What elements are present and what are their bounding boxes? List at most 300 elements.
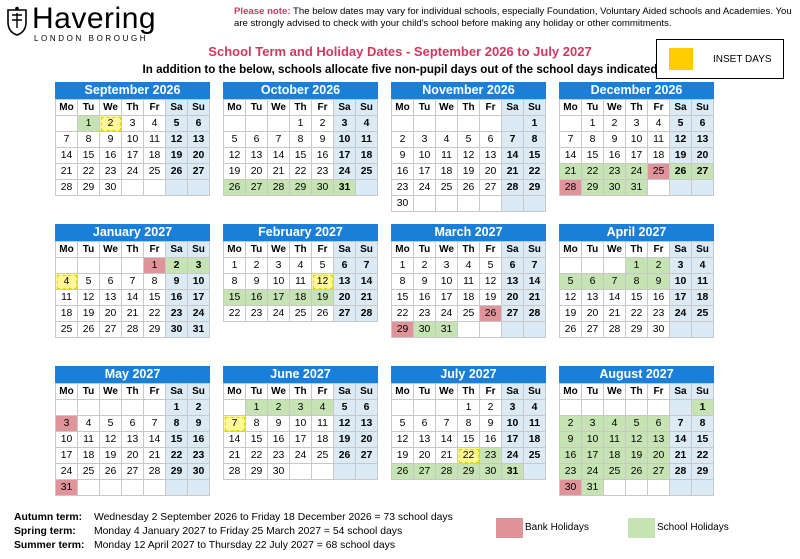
calendar-day: 1 [224, 258, 246, 274]
weekday-header: Fr [144, 242, 166, 258]
calendar-day: 26 [560, 322, 582, 338]
calendar-day: 18 [356, 148, 378, 164]
month-calendar [223, 82, 378, 196]
calendar-day: 12 [392, 432, 414, 448]
calendar-day: 15 [246, 432, 268, 448]
calendar-day: 9 [604, 132, 626, 148]
calendar-day: 12 [100, 432, 122, 448]
calendar-day: 12 [626, 432, 648, 448]
calendar-empty-cell [268, 116, 290, 132]
calendar-empty-cell [560, 258, 582, 274]
month-calendar [559, 366, 714, 496]
calendar-day: 1 [692, 400, 714, 416]
calendar-day: 23 [188, 448, 210, 464]
calendar-day: 8 [582, 132, 604, 148]
month-calendar [55, 224, 210, 338]
calendar-day: 27 [502, 306, 524, 322]
calendar-day: 9 [246, 274, 268, 290]
weekday-header: Th [290, 384, 312, 400]
calendar-empty-cell [100, 400, 122, 416]
calendar-day: 5 [78, 274, 100, 290]
calendar-day: 21 [524, 290, 546, 306]
calendar-day: 31 [334, 180, 356, 196]
calendar-empty-cell [290, 464, 312, 480]
calendar-day: 2 [188, 400, 210, 416]
inset-days-key [656, 39, 784, 79]
calendar-day: 2 [414, 258, 436, 274]
weekday-header: Fr [312, 384, 334, 400]
calendar-day: 22 [144, 306, 166, 322]
calendar-day: 4 [692, 258, 714, 274]
calendar-day: 23 [166, 306, 188, 322]
month-title: June 2027 [223, 366, 378, 383]
calendar-day: 31 [626, 180, 648, 196]
calendar-day: 20 [648, 448, 670, 464]
calendar-day: 3 [268, 258, 290, 274]
weekday-header: We [604, 242, 626, 258]
calendar-day: 27 [414, 464, 436, 480]
calendar-day: 14 [356, 274, 378, 290]
calendar-day: 24 [626, 164, 648, 180]
calendar-day: 27 [100, 322, 122, 338]
calendar-day: 8 [524, 132, 546, 148]
calendar-day: 22 [246, 448, 268, 464]
calendar-empty-cell [502, 116, 524, 132]
month-title: September 2026 [55, 82, 210, 99]
calendar-day: 11 [648, 132, 670, 148]
calendar-day: 27 [582, 322, 604, 338]
weekday-header: Tu [582, 242, 604, 258]
calendar-day: 6 [188, 116, 210, 132]
calendar-empty-cell [78, 480, 100, 496]
calendar-empty-cell [626, 480, 648, 496]
calendar-empty-cell [56, 400, 78, 416]
calendar-day: 3 [334, 116, 356, 132]
weekday-header: Mo [224, 242, 246, 258]
month-title: July 2027 [391, 366, 546, 383]
term-label: Summer term: [14, 540, 85, 551]
weekday-header: Su [356, 100, 378, 116]
weekday-header: We [268, 384, 290, 400]
calendar-day: 24 [502, 448, 524, 464]
month-calendar [223, 224, 378, 322]
month-title: October 2026 [223, 82, 378, 99]
calendar-day: 3 [414, 132, 436, 148]
weekday-header: Fr [648, 242, 670, 258]
calendar-empty-cell [144, 400, 166, 416]
calendar-day: 9 [166, 274, 188, 290]
calendar-day: 18 [144, 148, 166, 164]
calendar-day: 29 [290, 180, 312, 196]
calendar-day: 26 [224, 180, 246, 196]
calendar-day: 19 [458, 164, 480, 180]
weekday-header: Sa [670, 242, 692, 258]
calendar-day: 14 [604, 290, 626, 306]
month-title: April 2027 [559, 224, 714, 241]
calendar-day: 1 [626, 258, 648, 274]
weekday-header: Mo [224, 100, 246, 116]
weekday-header: Fr [312, 242, 334, 258]
calendar-day: 21 [502, 164, 524, 180]
calendar-day: 20 [356, 432, 378, 448]
calendar-empty-cell [224, 116, 246, 132]
calendar-day: 15 [392, 290, 414, 306]
calendar-day: 26 [480, 306, 502, 322]
calendar-day: 23 [246, 306, 268, 322]
calendar-day: 8 [290, 132, 312, 148]
calendar-day: 9 [188, 416, 210, 432]
calendar-day: 14 [122, 290, 144, 306]
calendar-day: 31 [188, 322, 210, 338]
calendar-empty-cell [144, 180, 166, 196]
calendar-day: 6 [100, 274, 122, 290]
calendar-day: 21 [560, 164, 582, 180]
calendar-day: 19 [560, 306, 582, 322]
weekday-header: Su [188, 384, 210, 400]
weekday-header: Mo [392, 100, 414, 116]
month-calendar [223, 366, 378, 480]
calendar-empty-cell [392, 116, 414, 132]
calendar-day: 17 [268, 290, 290, 306]
calendar-day: 15 [582, 148, 604, 164]
calendar-day: 2 [480, 400, 502, 416]
calendar-day: 12 [334, 416, 356, 432]
weekday-header: We [436, 100, 458, 116]
weekday-header: Fr [144, 100, 166, 116]
calendar-empty-cell [436, 400, 458, 416]
calendar-day: 8 [224, 274, 246, 290]
calendar-day: 25 [458, 306, 480, 322]
calendar-day: 16 [560, 448, 582, 464]
calendar-day: 10 [188, 274, 210, 290]
month-calendar [55, 366, 210, 496]
calendar-day: 10 [582, 432, 604, 448]
holiday-swatch [628, 518, 655, 538]
calendar-day: 7 [122, 274, 144, 290]
calendar-day: 9 [392, 148, 414, 164]
calendar-day: 17 [334, 148, 356, 164]
weekday-header: Th [122, 384, 144, 400]
calendar-day: 22 [78, 164, 100, 180]
weekday-header: We [436, 384, 458, 400]
calendar-day: 6 [692, 116, 714, 132]
calendar-day: 26 [100, 464, 122, 480]
calendar-day: 31 [436, 322, 458, 338]
weekday-header: Th [122, 100, 144, 116]
term-text: Wednesday 2 September 2026 to Friday 18 December 2026 = 73 school days [94, 512, 453, 523]
calendar-day: 15 [144, 290, 166, 306]
term-dates [14, 511, 453, 553]
calendar-day: 23 [414, 306, 436, 322]
calendar-empty-cell [670, 180, 692, 196]
calendar-day: 15 [166, 432, 188, 448]
calendar-day: 18 [56, 306, 78, 322]
calendar-day: 2 [648, 258, 670, 274]
calendar-day: 20 [334, 290, 356, 306]
calendar-day: 15 [692, 432, 714, 448]
calendar-day: 4 [458, 258, 480, 274]
calendar-day: 13 [122, 432, 144, 448]
calendar-day: 11 [56, 290, 78, 306]
calendar-day: 22 [626, 306, 648, 322]
weekday-header: Mo [560, 100, 582, 116]
calendar-day: 12 [458, 148, 480, 164]
calendar-day: 28 [604, 322, 626, 338]
weekday-header: We [604, 100, 626, 116]
weekday-header: Th [626, 100, 648, 116]
calendar-day: 3 [502, 400, 524, 416]
calendar-day: 2 [166, 258, 188, 274]
calendar-empty-cell [436, 196, 458, 212]
calendar-empty-cell [122, 258, 144, 274]
calendar-empty-cell [582, 258, 604, 274]
logo-name: Havering [32, 2, 157, 35]
calendar-day: 12 [78, 290, 100, 306]
weekday-header: Th [290, 100, 312, 116]
calendar-day: 9 [414, 274, 436, 290]
calendar-empty-cell [166, 180, 188, 196]
calendar-day: 1 [78, 116, 100, 132]
calendar-day: 12 [670, 132, 692, 148]
calendar-empty-cell [122, 480, 144, 496]
weekday-header: Sa [166, 242, 188, 258]
calendar-day: 25 [356, 164, 378, 180]
calendar-day: 26 [78, 322, 100, 338]
calendar-day: 28 [268, 180, 290, 196]
calendar-empty-cell [626, 400, 648, 416]
calendar-day: 24 [582, 464, 604, 480]
calendar-day: 18 [436, 164, 458, 180]
calendar-day: 17 [626, 148, 648, 164]
calendar-day: 18 [648, 148, 670, 164]
calendar-empty-cell [458, 116, 480, 132]
weekday-header: We [268, 242, 290, 258]
calendar-day: 24 [268, 306, 290, 322]
calendar-day: 10 [670, 274, 692, 290]
calendar-day: 30 [392, 196, 414, 212]
calendar-day: 22 [166, 448, 188, 464]
calendar-day: 29 [582, 180, 604, 196]
calendar-day: 11 [436, 148, 458, 164]
calendar-day: 13 [188, 132, 210, 148]
calendar-empty-cell [648, 180, 670, 196]
calendar-empty-cell [144, 480, 166, 496]
calendar-day: 7 [524, 258, 546, 274]
calendar-day: 3 [626, 116, 648, 132]
calendar-day: 16 [246, 290, 268, 306]
calendar-day: 19 [480, 290, 502, 306]
calendar-day: 18 [312, 432, 334, 448]
calendar-day: 25 [604, 464, 626, 480]
weekday-header: Mo [392, 384, 414, 400]
calendar-day: 11 [604, 432, 626, 448]
calendar-day: 21 [604, 306, 626, 322]
calendar-day: 14 [144, 432, 166, 448]
calendar-day: 31 [56, 480, 78, 496]
weekday-header: Su [692, 384, 714, 400]
calendar-day: 29 [78, 180, 100, 196]
calendar-day: 25 [524, 448, 546, 464]
calendar-day: 7 [560, 132, 582, 148]
calendar-day: 20 [100, 306, 122, 322]
calendar-day: 19 [224, 164, 246, 180]
calendar-day: 10 [436, 274, 458, 290]
calendar-day: 21 [670, 448, 692, 464]
calendar-day: 20 [246, 164, 268, 180]
calendar-day: 1 [458, 400, 480, 416]
weekday-header: Fr [648, 384, 670, 400]
calendar-empty-cell [480, 196, 502, 212]
calendar-day: 5 [392, 416, 414, 432]
weekday-header: Tu [414, 100, 436, 116]
calendar-day: 27 [648, 464, 670, 480]
calendar-day: 15 [224, 290, 246, 306]
calendar-day: 30 [312, 180, 334, 196]
calendar-day: 20 [480, 164, 502, 180]
calendar-day: 19 [334, 432, 356, 448]
calendar-day: 10 [502, 416, 524, 432]
calendar-day: 2 [312, 116, 334, 132]
calendar-empty-cell [560, 116, 582, 132]
term-row-summer [14, 539, 453, 553]
calendar-day: 17 [414, 164, 436, 180]
month-calendar [391, 82, 546, 212]
calendar-day: 16 [100, 148, 122, 164]
weekday-header: Sa [334, 384, 356, 400]
calendar-day: 15 [290, 148, 312, 164]
calendar-day: 17 [582, 448, 604, 464]
calendar-day: 1 [166, 400, 188, 416]
month-title: January 2027 [55, 224, 210, 241]
calendar-day: 25 [436, 180, 458, 196]
calendar-day: 23 [392, 180, 414, 196]
calendar-day: 16 [312, 148, 334, 164]
weekday-header: Su [188, 100, 210, 116]
weekday-header: Su [524, 384, 546, 400]
calendar-day: 29 [392, 322, 414, 338]
calendar-day: 28 [224, 464, 246, 480]
calendar-day: 7 [144, 416, 166, 432]
weekday-header: Tu [414, 384, 436, 400]
calendar-day: 19 [670, 148, 692, 164]
calendar-day: 20 [502, 290, 524, 306]
calendar-empty-cell [392, 400, 414, 416]
calendar-day: 24 [122, 164, 144, 180]
calendar-day: 19 [100, 448, 122, 464]
weekday-header: Fr [480, 384, 502, 400]
calendar-day: 16 [604, 148, 626, 164]
calendar-day: 13 [414, 432, 436, 448]
calendar-day: 6 [502, 258, 524, 274]
calendar-day: 28 [502, 180, 524, 196]
calendar-day: 14 [268, 148, 290, 164]
weekday-header: Tu [582, 384, 604, 400]
calendar-day: 3 [582, 416, 604, 432]
calendar-day: 28 [356, 306, 378, 322]
term-row-autumn [14, 511, 453, 525]
logo-subtitle: LONDON BOROUGH [34, 34, 149, 43]
weekday-header: Fr [480, 242, 502, 258]
calendar-day: 26 [312, 306, 334, 322]
calendar-day: 10 [626, 132, 648, 148]
havering-logo [6, 4, 171, 44]
calendar-day: 7 [502, 132, 524, 148]
weekday-header: Th [626, 242, 648, 258]
calendar-empty-cell [604, 480, 626, 496]
calendar-day: 23 [560, 464, 582, 480]
calendar-day: 31 [582, 480, 604, 496]
calendar-day: 13 [648, 432, 670, 448]
calendar-day: 22 [524, 164, 546, 180]
weekday-header: Sa [502, 384, 524, 400]
weekday-header: Sa [334, 100, 356, 116]
calendar-empty-cell [414, 196, 436, 212]
calendar-day: 30 [268, 464, 290, 480]
calendar-day: 7 [436, 416, 458, 432]
calendar-day: 7 [604, 274, 626, 290]
weekday-header: Fr [480, 100, 502, 116]
calendar-day: 4 [356, 116, 378, 132]
calendar-day: 23 [480, 448, 502, 464]
weekday-header: Th [458, 242, 480, 258]
calendar-day: 5 [224, 132, 246, 148]
weekday-header: Th [458, 100, 480, 116]
calendar-day: 29 [166, 464, 188, 480]
calendar-day: 30 [648, 322, 670, 338]
calendar-empty-cell [334, 464, 356, 480]
calendar-day: 6 [582, 274, 604, 290]
calendar-day: 23 [268, 448, 290, 464]
weekday-header: Su [692, 242, 714, 258]
calendar-empty-cell [524, 322, 546, 338]
calendar-day: 30 [414, 322, 436, 338]
weekday-header: Tu [246, 242, 268, 258]
calendar-day: 13 [100, 290, 122, 306]
calendar-day: 31 [502, 464, 524, 480]
calendar-day: 21 [268, 164, 290, 180]
calendar-day: 6 [648, 416, 670, 432]
calendar-day: 25 [290, 306, 312, 322]
month-title: November 2026 [391, 82, 546, 99]
calendar-empty-cell [356, 464, 378, 480]
weekday-header: Th [458, 384, 480, 400]
calendar-day: 17 [290, 432, 312, 448]
calendar-day: 20 [122, 448, 144, 464]
calendar-day: 27 [188, 164, 210, 180]
calendar-empty-cell [414, 400, 436, 416]
calendar-day: 6 [246, 132, 268, 148]
calendar-day: 12 [560, 290, 582, 306]
calendar-day: 1 [392, 258, 414, 274]
calendar-day: 16 [188, 432, 210, 448]
weekday-header: Sa [334, 242, 356, 258]
calendar-day: 4 [56, 274, 78, 290]
calendar-empty-cell [436, 116, 458, 132]
calendar-day: 28 [122, 322, 144, 338]
weekday-header: Tu [246, 100, 268, 116]
month-calendar [391, 224, 546, 338]
calendar-day: 9 [560, 432, 582, 448]
calendar-empty-cell [246, 116, 268, 132]
calendar-day: 4 [290, 258, 312, 274]
calendar-day: 16 [648, 290, 670, 306]
calendar-day: 7 [268, 132, 290, 148]
holiday-label: School Holidays [657, 522, 729, 533]
calendar-day: 21 [356, 290, 378, 306]
calendar-day: 18 [78, 448, 100, 464]
calendar-day: 29 [692, 464, 714, 480]
calendar-day: 27 [356, 448, 378, 464]
